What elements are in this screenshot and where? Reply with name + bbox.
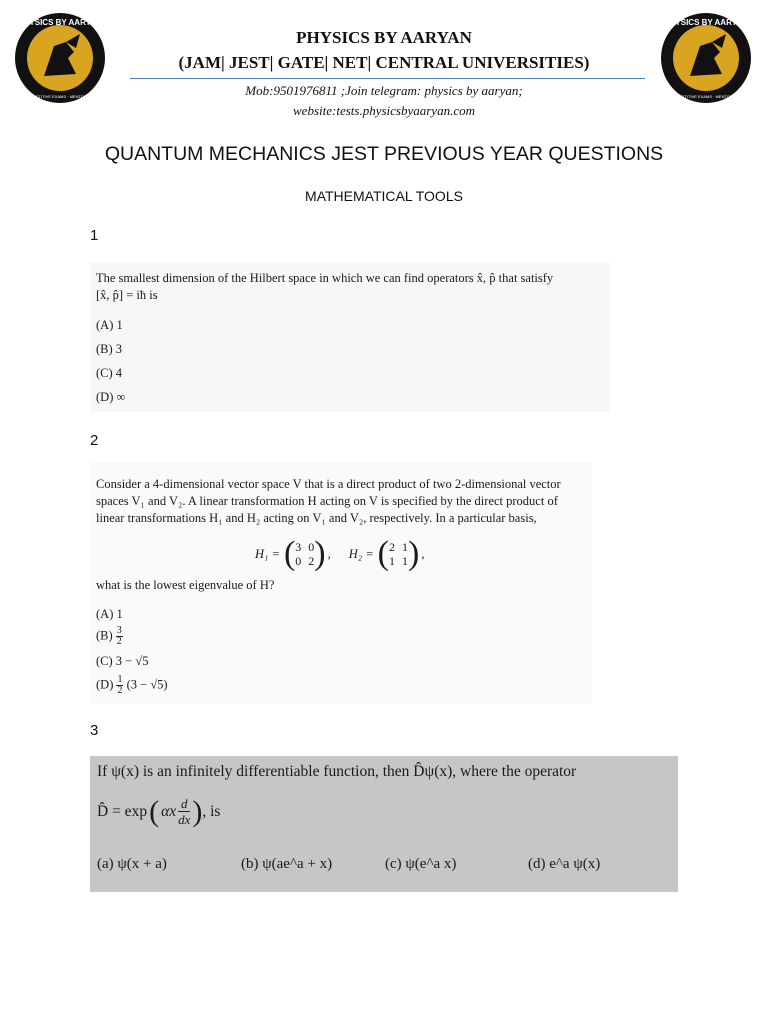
q3-op-frac-den: dx: [178, 812, 191, 827]
question-3-number: 3: [90, 722, 99, 739]
q3-op-inner: αx: [161, 802, 177, 820]
header-title: PHYSICS BY AARYAN: [296, 28, 472, 47]
q1-option-b: (B) 3: [96, 342, 123, 356]
q3-op-lhs: D̂ = exp: [97, 802, 148, 820]
q1-line-1: The smallest dimension of the Hilbert space in which we can find operators x̂, p̂ that satisfy: [96, 271, 554, 285]
h1-cell: 3: [295, 540, 302, 554]
question-1-number: 1: [90, 227, 99, 244]
q2-line-1: Consider a 4-dimensional vector space V that is a direct product of two 2-dimensional vector: [96, 477, 561, 491]
q2-option-d-den: 2: [117, 685, 123, 696]
h2-cell: 1: [401, 554, 408, 568]
q3-option-d: (d) e^a ψ(x): [528, 856, 601, 872]
q1-option-a: (A) 1: [96, 318, 123, 332]
h2-cell: 1: [401, 540, 408, 554]
page-title: QUANTUM MECHANICS JEST PREVIOUS YEAR QUESTIONS: [104, 143, 664, 165]
q2-option-c: (C) 3 − √5: [96, 654, 149, 668]
q3-operator: D̂ = exp ( αx $\frac{d}{dx}$ ) , is: [97, 794, 221, 828]
q2-line-3: linear transformations H₁ and H₂ acting on V₁ and V₂, respectively. In a particular basis,: [96, 511, 537, 525]
contact-line-2: website:tests.physicsbyaaryan.com: [293, 103, 475, 118]
q2-option-d-fraction: [116, 675, 123, 696]
header-contact: [0, 81, 768, 121]
q2-option-b-num: 3: [116, 625, 122, 636]
q2-line-2: spaces V₁ and V₂. A linear transformation H acting on V is specified by the direct product of: [96, 494, 558, 508]
question-3-image: [90, 756, 678, 892]
q1-option-d: (D) ∞: [96, 390, 126, 404]
logo-right-subtext: COMPETITIVE EXAMS · MENTORSHIP: [669, 94, 743, 99]
logo-left-text: PHYSICS BY AARYAN: [18, 18, 102, 27]
h1-label: H₁ =: [255, 546, 280, 561]
header-subtitle: (JAM| JEST| GATE| NET| CENTRAL UNIVERSITIES): [178, 53, 590, 72]
q3-option-c: (c) ψ(e^a x): [385, 856, 457, 872]
q2-matrices: [255, 537, 424, 571]
question-2-number: 2: [90, 432, 99, 449]
q3-option-a: (a) ψ(x + a): [97, 856, 167, 872]
q2-option-b-fraction: [116, 626, 123, 647]
section-title: MATHEMATICAL TOOLS: [305, 188, 463, 204]
q3-line-1: If ψ(x) is an infinitely differentiable function, then D̂ψ(x), where the operator: [97, 763, 577, 780]
question-2-image: [90, 462, 592, 704]
contact-line-1: Mob:9501976811 ;Join telegram: physics by aaryan;: [245, 83, 523, 98]
q2-option-b-den: 2: [116, 636, 122, 647]
q1-option-c: (C) 4: [96, 366, 123, 380]
q2-option-a: (A) 1: [96, 607, 123, 621]
logo-left-subtext: COMPETITIVE EXAMS · MENTORSHIP: [23, 94, 97, 99]
q2-option-d: [96, 675, 168, 696]
q3-op-end: , is: [202, 802, 221, 820]
question-1-image: [90, 262, 610, 412]
h1-matrix: ( 3 0 0 2 ): [283, 535, 326, 572]
matrix-separator: ,: [327, 546, 331, 561]
q3-op-frac-num: d: [178, 796, 190, 812]
logo-right-text: PHYSICS BY AARYAN: [664, 18, 748, 27]
header-divider: [130, 78, 645, 79]
q3-option-b: (b) ψ(ae^a + x): [241, 856, 333, 872]
h1-cell: 0: [295, 554, 302, 568]
q1-line-2: [x̂, p̂] = iħ is: [96, 288, 158, 302]
h2-label: H₂ =: [348, 546, 374, 561]
matrix-end: ,: [421, 546, 425, 561]
q2-option-d-suffix: (3 − √5): [126, 677, 168, 692]
h1-cell: 2: [308, 554, 315, 568]
h2-matrix: ( 2 1 1 1 ): [377, 535, 420, 572]
q2-option-b: [96, 626, 123, 647]
h2-cell: 2: [388, 540, 395, 554]
h2-cell: 1: [388, 554, 395, 568]
q2-option-d-num: 1: [117, 674, 123, 685]
q2-question: what is the lowest eigenvalue of H?: [96, 578, 275, 592]
q2-option-b-prefix: (B): [96, 628, 113, 643]
h1-cell: 0: [308, 540, 315, 554]
q2-option-d-prefix: (D): [96, 677, 114, 692]
q3-op-fraction: [178, 796, 190, 827]
